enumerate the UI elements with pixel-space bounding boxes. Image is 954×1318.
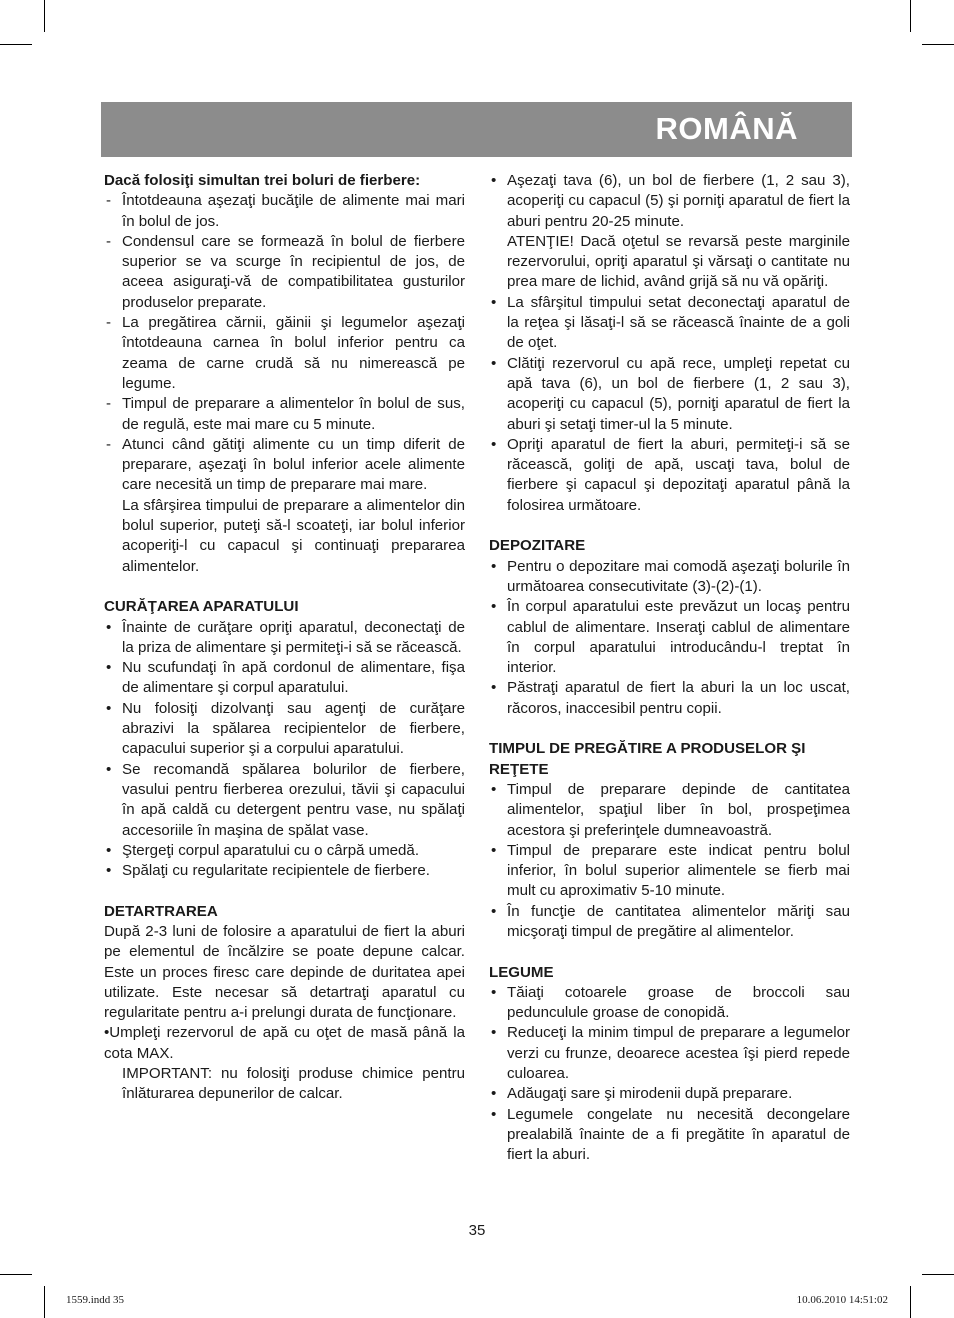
date-slug: 10.06.2010 14:51:02 bbox=[796, 1294, 888, 1306]
body-paragraph: După 2-3 luni de folosire a aparatului de fiert la aburi pe elementul de încălzire se poate depune calcar. Este un proces firesc care depinde de duritatea apei utilizate. Este necesar să detartraţi aparatul cu regularitate pentru a-i prelungi durata de funcţionare. bbox=[104, 922, 465, 1022]
list-item: - Atunci când gătiţi alimente cu un timp diferit de preparare, aşezaţi în bolul inferior acele alimente care necesită un timp de preparare mai mare. bbox=[106, 435, 465, 494]
list-item: • Pentru o depozitare mai comodă aşezaţi bolurile în următoarea consecutivitate (3)-(2)-(1). bbox=[491, 557, 850, 595]
crop-mark bbox=[910, 0, 911, 32]
list-item: • Clătiţi rezervorul cu apă rece, umpleţi repetat cu apă tava (6), un bol de fierbere (1, 2 sau 3), acoperiţi cu capacul (5), porniţi aparatul de fiert la aburi şi setaţi timer-ul la 5 minute. bbox=[491, 354, 850, 433]
section-heading: DETARTRAREA bbox=[104, 902, 218, 920]
list-item: • Aşezaţi tava (6), un bol de fierbere (1, 2 sau 3), acoperiţi cu capacul (5) şi porniţi aparatul de fiert la aburi pentru 20-25 minute. bbox=[491, 172, 850, 230]
right-column bbox=[489, 171, 850, 1166]
left-column bbox=[104, 171, 465, 1105]
section-heading: DEPOZITARE bbox=[489, 537, 586, 555]
page-title: ROMÂNĂ bbox=[655, 111, 798, 146]
note-paragraph: La sfârşirea timpului de preparare a alimentelor din bolul superior, puteţi să-l scoateţi, iar bolul inferior acoperiţi-l cu capacul şi continuaţi prepararea alimentelor. bbox=[122, 496, 465, 575]
list-item: • În corpul aparatului este prevăzut un locaş pentru cablul de alimentare. Inseraţi cablul de alimentare în corpul aparatului introducându-l treptat în interior. bbox=[491, 598, 850, 677]
list-item: - Timpul de preparare a alimentelor în bolul de sus, de regulă, este mai mare cu 5 minute. bbox=[106, 395, 465, 433]
list-item: • Reduceţi la minim timpul de preparare a legumelor verzi cu frunze, deoarece acestea îşi pierd repede culoarea. bbox=[491, 1024, 850, 1083]
list-item: • În funcţie de cantitatea alimentelor măriţi sau micşoraţi timpul de pregătire al alimentelor. bbox=[491, 902, 850, 940]
crop-mark bbox=[44, 1286, 45, 1318]
list-item: • Tăiaţi cotoarele groase de broccoli sau pedunculule groase de conopidă. bbox=[491, 983, 850, 1022]
list-item: • Nu scufundaţi în apă cordonul de alimentare, fişa de alimentare şi corpul aparatului. bbox=[106, 659, 465, 697]
crop-mark bbox=[922, 1274, 954, 1275]
crop-mark bbox=[910, 1286, 911, 1318]
section-heading: LEGUME bbox=[489, 963, 554, 981]
section-heading: Dacă folosiţi simultan trei boluri de fierbere: bbox=[104, 172, 421, 189]
list-item: - La pregătirea cărnii, găinii şi legumelor aşezaţi întotdeauna carnea în bolul inferior pentru ca zeama de carne crudă să nu nimerească pe legume. bbox=[106, 314, 465, 392]
list-item: - Întotdeauna aşezaţi bucăţile de alimente mai mari în bolul de jos. bbox=[106, 192, 465, 230]
list-item: • Legumele congelate nu necesită decongelare prealabilă înainte de a fi pregătite în aparatul de fiert la aburi. bbox=[491, 1105, 850, 1164]
list-item: • Înainte de curăţare opriţi aparatul, deconectaţi de la priza de alimentare şi permiteţi-i să se răcească. bbox=[106, 618, 465, 656]
crop-mark bbox=[0, 1274, 32, 1275]
list-item: • Spălaţi cu regularitate recipientele de fierbere. bbox=[106, 862, 430, 880]
list-item: • Păstraţi aparatul de fiert la aburi la un loc uscat, răcoros, inaccesibil pentru copii. bbox=[491, 679, 850, 717]
crop-mark bbox=[0, 44, 32, 45]
note-paragraph: IMPORTANT: nu folosiţi produse chimice pentru înlăturarea depunerilor de calcar. bbox=[122, 1065, 465, 1103]
list-item: • Adăugaţi sare şi mirodenii după preparare. bbox=[491, 1085, 793, 1103]
list-item: • Timpul de preparare este indicat pentru bolul inferior, în bolul superior alimentele se fierb mai mult cu aproximativ 5-10 minute. bbox=[491, 841, 850, 900]
warning-paragraph: ATENŢIE! Dacă oţetul se revarsă peste marginile rezervorului, opriţi aparatul şi vărsaţi o cantitate nu prea mare de lichid, având grijă să nu vă opăriţi. bbox=[507, 232, 850, 291]
list-item: - Condensul care se formează în bolul de fierbere superior se va scurge în recipientul de jos, de aceea asiguraţi-vă de compatibilitatea gusturilor produselor preparate. bbox=[106, 232, 465, 311]
section-heading: CURĂŢAREA APARATULUI bbox=[104, 598, 299, 616]
list-item: • Nu folosiţi dizolvanţi sau agenţi de curăţare abrazivi la spălarea recipientelor de fierbere, capacului superior şi a corpului aparatului. bbox=[106, 699, 465, 758]
list-item: • Timpul de preparare depinde de cantitatea alimentelor, spaţiul liber în bol, prospeţimea acestora şi preferinţele dumneavoastră. bbox=[491, 780, 850, 839]
language-header-bar bbox=[101, 102, 852, 157]
list-item: • Se recomandă spălarea bolurilor de fierbere, vasului pentru fierberea orezului, tăvii şi capacului în apă caldă cu detergent pentru vase, nu spălaţi accesoriile în maşina de spălat vase. bbox=[106, 760, 465, 839]
page-number: 35 bbox=[468, 1222, 486, 1239]
crop-mark bbox=[922, 44, 954, 45]
list-item: • La sfârşitul timpului setat deconectaţi aparatul de la reţea şi lăsaţi-l să se răcească înainte de a goli de oţet. bbox=[491, 293, 850, 352]
file-slug: 1559.indd 35 bbox=[66, 1294, 125, 1306]
crop-mark bbox=[44, 0, 45, 32]
body-paragraph: •Umpleţi rezervorul de apă cu oţet de masă până la cota MAX. bbox=[104, 1024, 465, 1062]
list-item: • Opriţi aparatul de fiert la aburi, permiteţi-i să se răcească, goliţi de apă, uscaţi tava, bolul de fierbere şi capacul şi depozitaţi aparatul până la folosirea următoare. bbox=[491, 435, 850, 514]
section-heading: TIMPUL DE PREGĂTIRE A PRODUSELOR ŞI REŢETE bbox=[489, 740, 806, 778]
list-item: • Ştergeţi corpul aparatului cu o cârpă umedă. bbox=[106, 841, 420, 859]
